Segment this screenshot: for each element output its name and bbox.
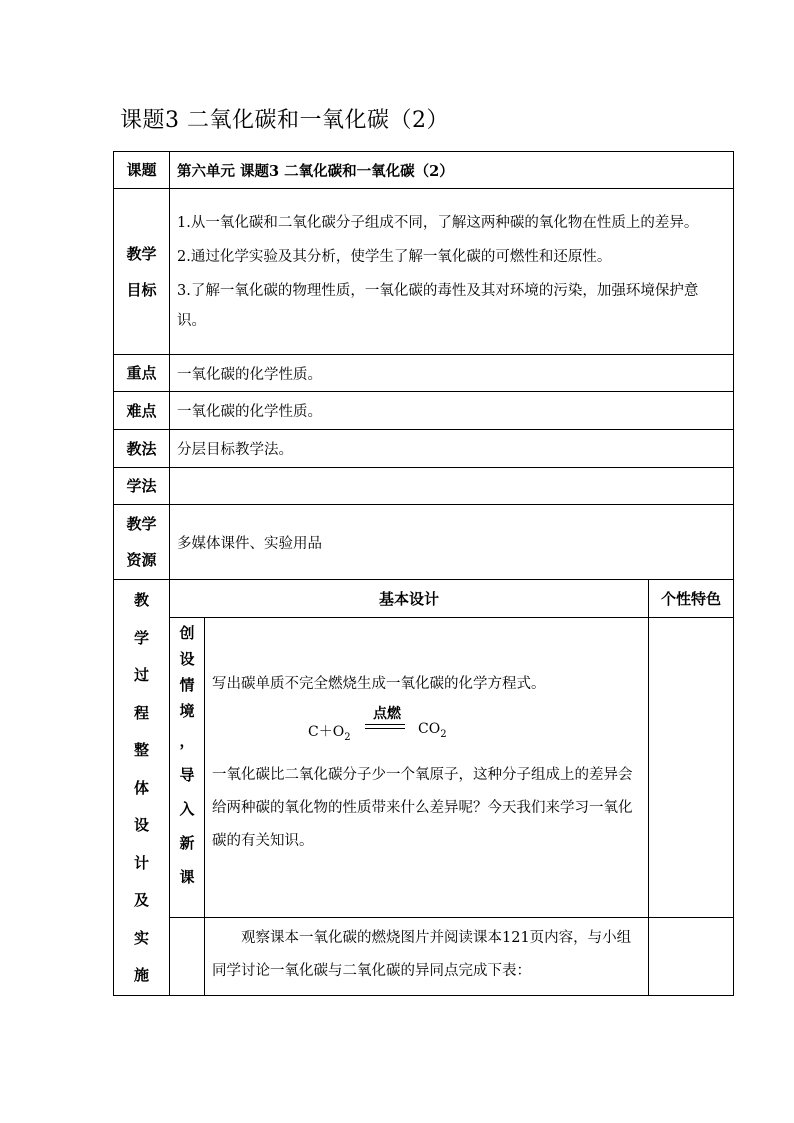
objective-item: 3.了解一氧化碳的物理性质，一氧化碳的毒性及其对环境的污染，加强环境保护意识。: [177, 282, 699, 329]
header-basic-design: 基本设计: [170, 580, 649, 618]
process-label-char: 施: [133, 966, 149, 984]
objectives-label-line1: 教学: [126, 244, 157, 263]
equation-equals-bar: [365, 724, 405, 725]
stage-intro-content: [205, 618, 649, 918]
difficulty-label: 难点: [114, 392, 170, 430]
objective-item: 2.通过化学实验及其分析，使学生了解一氧化碳的可燃性和还原性。: [177, 248, 612, 265]
process-label-char: 体: [133, 778, 149, 797]
stage-label-char: 设: [179, 650, 195, 669]
stage-observe-content: [205, 917, 649, 995]
resources-value: 多媒体课件、实验用品: [170, 505, 734, 580]
row-difficulty: [114, 392, 734, 430]
chemical-equation: [212, 706, 641, 749]
stage-label-char: ，: [179, 732, 195, 751]
header-personal-feature: 个性特色: [649, 580, 734, 618]
process-label-char: 整: [133, 741, 149, 759]
resources-label-line1: 教学: [126, 515, 157, 533]
resources-label: [114, 505, 170, 580]
process-label-char: 及: [133, 891, 149, 909]
row-process-header: [114, 580, 734, 618]
stage-intro-text: 一氧化碳比二氧化碳分子少一个氧原子，这种分子组成上的差异会给两种碳的氧化物的性质带来什么差异呢？今天我们来学习一氧化碳的有关知识。: [212, 767, 633, 850]
process-vertical-label: [114, 580, 170, 996]
objective-item: 1.从一氧化碳和二氧化碳分子组成不同，了解这两种碳的氧化物在性质上的差异。: [177, 214, 699, 231]
process-label-char: 过: [133, 666, 149, 684]
resources-label-line2: 资源: [126, 551, 157, 569]
row-resources: [114, 505, 734, 580]
process-label-char: 实: [133, 928, 149, 947]
stage-intro-question: 写出碳单质不完全燃烧生成一氧化碳的化学方程式。: [212, 676, 546, 693]
stage-label-char: 新: [179, 834, 195, 853]
equation-product: $CO_2$: [418, 721, 447, 741]
row-stage-observe: [114, 917, 734, 995]
stage-observe-text: 观察课本一氧化碳的燃烧图片并阅读课本121页内容，与小组同学讨论一氧化碳与二氧化碳的异同点完成下表：: [212, 929, 632, 979]
stage-label-char: 入: [179, 800, 195, 819]
equation-condition: 点燃: [373, 706, 401, 723]
objectives-label-line2: 目标: [126, 280, 157, 299]
process-label-char: 设: [133, 816, 149, 834]
topic-value: 第六单元 课题3 二氧化碳和一氧化碳（2）: [170, 152, 734, 189]
process-label-char: 学: [133, 628, 149, 647]
topic-label: 课题: [114, 152, 170, 189]
lesson-plan-table: [113, 151, 734, 996]
stage-intro-feature-cell: [649, 618, 734, 918]
key-point-label: 重点: [114, 355, 170, 392]
stage-label-char: 境: [179, 702, 195, 721]
teaching-method-value: 分层目标教学法。: [170, 430, 734, 468]
page-title: 课题3 二氧化碳和一氧化碳（2）: [120, 108, 449, 133]
stage-label-char: 导: [179, 766, 195, 785]
process-label-char: 程: [133, 703, 149, 722]
key-point-value: 一氧化碳的化学性质。: [170, 355, 734, 392]
learning-method-value: [170, 468, 734, 505]
stage-observe-label: [170, 917, 205, 995]
row-key-point: [114, 355, 734, 392]
stage-label-char: 创: [179, 624, 195, 643]
objectives-list: [170, 189, 734, 355]
equation-reactants: $C+O_2$: [308, 724, 351, 744]
process-label-char: 计: [133, 853, 149, 872]
difficulty-value: 一氧化碳的化学性质。: [170, 392, 734, 430]
row-learning-method: [114, 468, 734, 505]
teaching-method-label: 教法: [114, 430, 170, 468]
row-objectives: [114, 189, 734, 355]
row-teaching-method: [114, 430, 734, 468]
stage-intro-label: [170, 618, 205, 918]
row-topic: [114, 152, 734, 189]
stage-label-char: 情: [179, 676, 195, 695]
stage-label-char: 课: [179, 868, 195, 887]
process-label-char: 教: [133, 591, 149, 609]
row-stage-intro: [114, 618, 734, 918]
objectives-label: [114, 189, 170, 355]
learning-method-label: 学法: [114, 468, 170, 505]
equation-equals-bar: [365, 728, 405, 729]
stage-observe-feature-cell: [649, 917, 734, 995]
